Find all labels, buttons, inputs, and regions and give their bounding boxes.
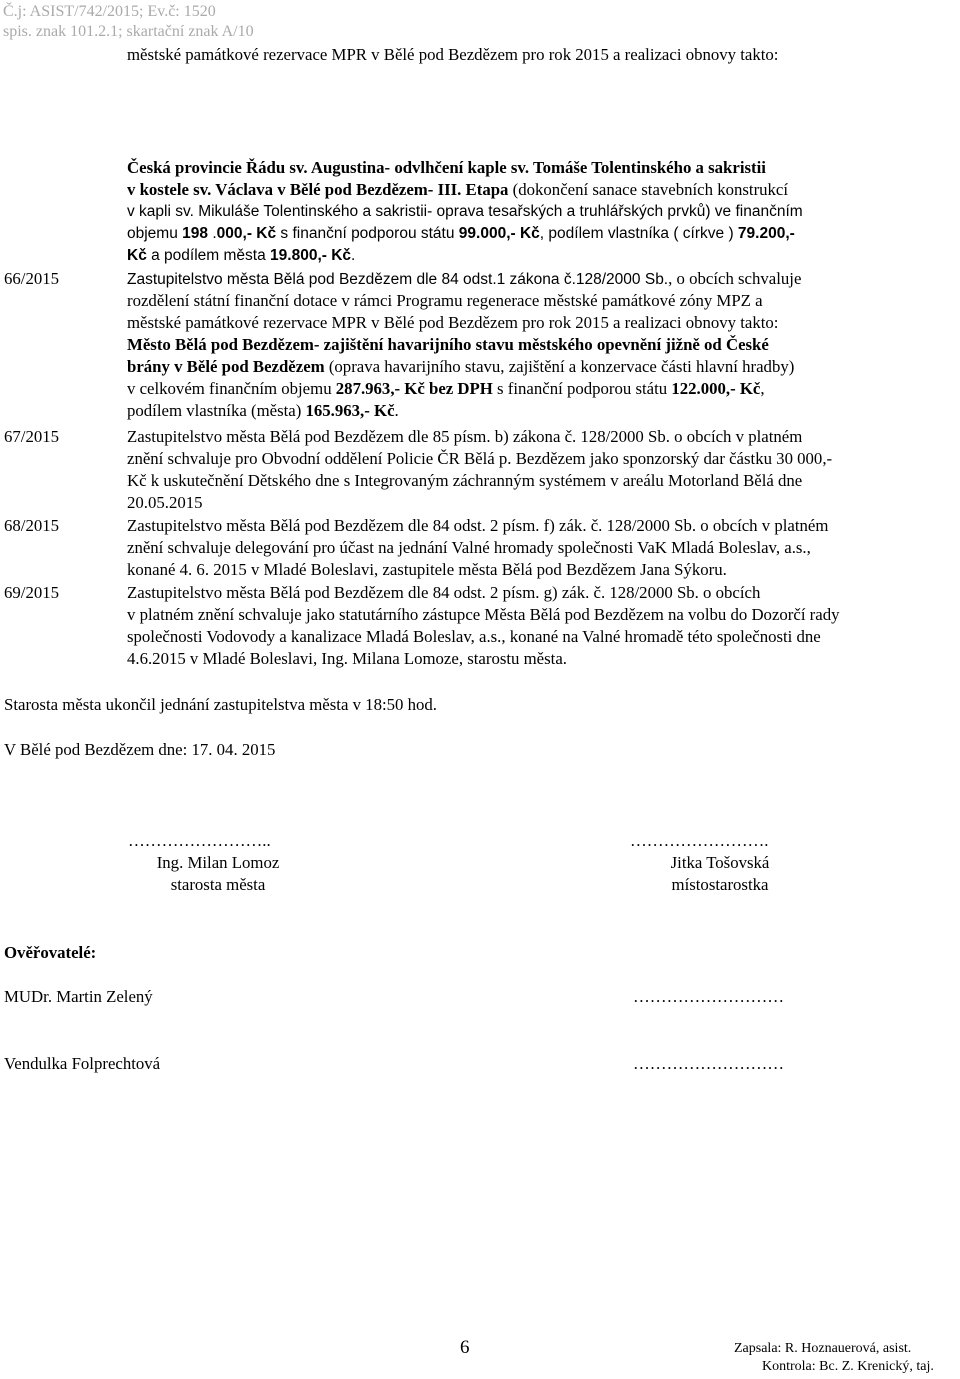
signatory-role: místostarostka bbox=[671, 875, 769, 894]
verifiers-heading: Ověřovatelé: bbox=[4, 943, 97, 962]
signature-line: ……………………. bbox=[630, 831, 769, 850]
signature-line: ……………………… bbox=[633, 1054, 785, 1073]
date-line: V Bělé pod Bezdězem dne: 17. 04. 2015 bbox=[4, 740, 276, 759]
signatory-name: Ing. Milan Lomoz bbox=[156, 853, 280, 872]
checked-by: Kontrola: Bc. Z. Krenický, taj. bbox=[762, 1359, 934, 1374]
verifier-name: Vendulka Folprechtová bbox=[4, 1054, 161, 1073]
resolution-number: 68/2015 bbox=[4, 516, 60, 535]
document-reference: Č.j: ASIST/742/2015; Ev.č: 1520 bbox=[3, 3, 216, 20]
resolution-number: 69/2015 bbox=[4, 583, 60, 602]
verifier-name: MUDr. Martin Zelený bbox=[4, 987, 153, 1006]
page-number: 6 bbox=[460, 1337, 470, 1358]
file-mark: spis. znak 101.2.1; skartační znak A/10 bbox=[3, 23, 254, 40]
signatory-role: starosta města bbox=[170, 875, 266, 894]
signature-line: …………………….. bbox=[128, 831, 271, 850]
continued-text-line: městské památkové rezervace MPR v Bělé pod Bezdězem pro rok 2015 a realizaci obnovy takto: bbox=[127, 45, 779, 64]
resolution-number: 66/2015 bbox=[4, 269, 60, 288]
resolution-66-text: Zastupitelstvo města Bělá pod Bezdězem dle 84 odst.1 zákona č.128/2000 Sb., o obcích schvaluje rozdělení státní finanční dotace v rámci Programu regenerace městské památkové zóny MPZ a městské památkové rezervace MPR v Bělé pod Bezdězem pro rok 2015 a realizaci obnovy takto: Město Bělá pod Bezdězem- zajištění havarijního stavu městského opevnění jižně od České brány v Bělé pod Bezdězem (oprava havarijního stavu, zajištění a konzervace části hlavní hradby) v celkovém finančním objemu 287.963,- Kč bez DPH s finanční podporou státu 122.000,- Kč, podílem vlastníka (města) 165.963,- Kč. bbox=[127, 269, 802, 420]
resolution-69-text: Zastupitelstvo města Bělá pod Bezdězem dle 84 odst. 2 písm. g) zák. č. 128/2000 Sb. o obcích v platném znění schvaluje jako statutárního zástupce Města Bělá pod Bezdězem na volbu do Dozorčí rady společnosti Vodovody a kanalizace Mladá Boleslav, a.s., konané na Valné hromadě této společnosti dne 4.6.2015 v Mladé Boleslavi, Ing. Milana Lomoze, starostu města. bbox=[127, 583, 840, 668]
resolution-67-text: Zastupitelstvo města Bělá pod Bezdězem dle 85 písm. b) zákona č. 128/2000 Sb. o obcích v platném znění schvaluje pro Obvodní oddělení Policie ČR Bělá p. Bezdězem jako sponzorský dar částku 30 000,- Kč k uskutečnění Dětského dne s Integrovaným záchranným systémem v areálu Motorland Bělá dne 20.05.2015 bbox=[127, 427, 833, 512]
resolution-number: 67/2015 bbox=[4, 427, 60, 446]
closing-statement: Starosta města ukončil jednání zastupitelstva města v 18:50 hod. bbox=[4, 695, 437, 714]
item-ceska-provincie: Česká provincie Řádu sv. Augustina- odvlhčení kaple sv. Tomáše Tolentinského a sakristii v kostele sv. Václava v Bělé pod Bezdězem- III. Etapa (dokončení sanace stavebních konstrukcí v kapli sv. Mikuláše Tolentinského a sakristii- oprava tesařských a truhlářských prvků) ve finančním objemu 198 .000,- Kč s finanční podporou státu 99.000,- Kč, podílem vlastníka ( církve ) 79.200,- Kč a podílem města 19.800,- Kč. bbox=[127, 158, 803, 264]
signatory-name: Jitka Tošovská bbox=[670, 853, 770, 872]
recorded-by: Zapsala: R. Hoznauerová, asist. bbox=[734, 1341, 912, 1356]
resolution-68-text: Zastupitelstvo města Bělá pod Bezdězem dle 84 odst. 2 písm. f) zák. č. 128/2000 Sb. o obcích v platném znění schvaluje delegování pro účast na jednání Valné hromady společnosti VaK Mladá Boleslav, a.s., konané 4. 6. 2015 v Mladé Boleslavi, zastupitele města Bělá pod Bezdězem Jana Sýkoru. bbox=[127, 516, 829, 579]
signature-line: ……………………… bbox=[633, 987, 785, 1006]
